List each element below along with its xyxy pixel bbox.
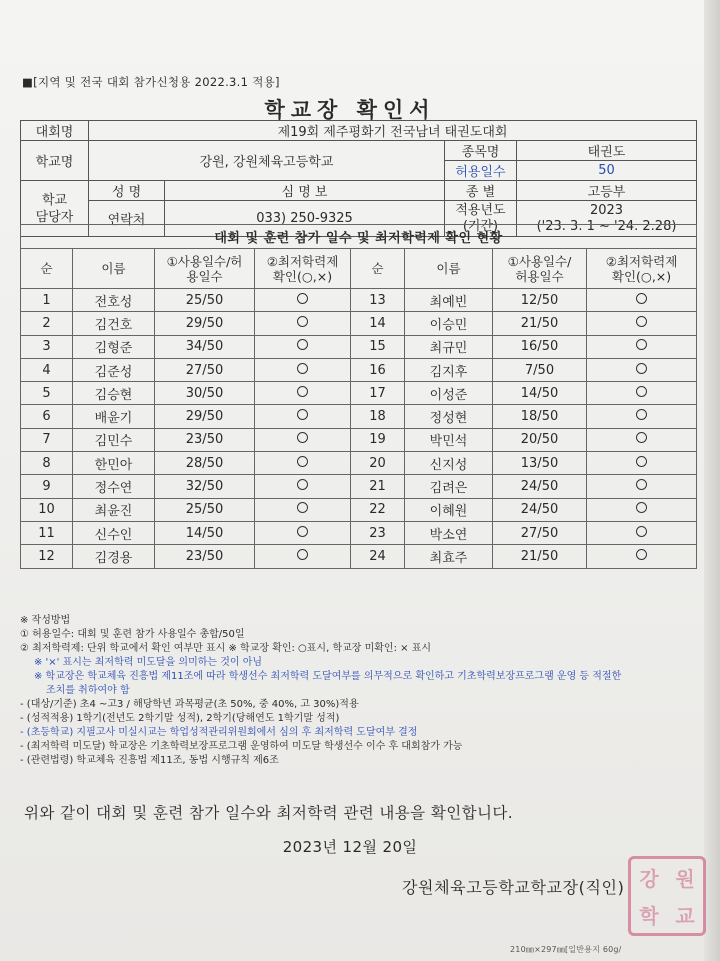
cell-no: 7 [21, 428, 73, 451]
circle-mark-icon [297, 432, 308, 443]
cell-check [255, 405, 351, 428]
instruction-line: ※ '×' 표시는 최저학력 미도달을 의미하는 것이 아님 [34, 657, 263, 668]
allowed-days-label: 허용일수 [445, 161, 517, 181]
form-code: ■[지역 및 전국 대회 참가신청용 2022.3.1 적용] [22, 75, 280, 89]
status-caption: 대회 및 훈련 참가 일수 및 최저학력제 확인 현황 [21, 225, 697, 249]
cell-name: 한민아 [73, 452, 155, 475]
name-value: 심 명 보 [165, 181, 445, 201]
cell-days: 27/50 [493, 521, 587, 544]
circle-mark-icon [636, 479, 647, 490]
circle-mark-icon [297, 549, 308, 560]
circle-mark-icon [636, 456, 647, 467]
cell-no: 14 [351, 312, 405, 335]
cell-name: 김지후 [405, 358, 493, 381]
cell-check [587, 498, 697, 521]
instruction-line: - (대상/기준) 초4 ~고3 / 해당학년 과목평균(초 50%, 중 40%, 고 30%)적용 [20, 699, 359, 710]
circle-mark-icon [297, 526, 308, 537]
paper-edge [704, 0, 720, 961]
cell-days: 7/50 [493, 358, 587, 381]
circle-mark-icon [636, 293, 647, 304]
cell-check [255, 289, 351, 312]
cell-check [587, 312, 697, 335]
circle-mark-icon [636, 316, 647, 327]
cell-check [255, 521, 351, 544]
table-row [21, 382, 697, 405]
header-check-right [587, 249, 697, 289]
cell-no: 21 [351, 475, 405, 498]
cell-no: 11 [21, 521, 73, 544]
header-days-line-1: ①사용일수/허 [166, 253, 243, 269]
cell-check [587, 475, 697, 498]
instructions-heading: ※ 작성방법 [20, 615, 71, 626]
cell-days: 25/50 [155, 498, 255, 521]
cell-days: 34/50 [155, 335, 255, 358]
header-check-right-line-1: ②최저학력제 [605, 253, 678, 269]
cell-no: 6 [21, 405, 73, 428]
cell-no: 8 [21, 452, 73, 475]
header-days-line-2: 용일수 [186, 268, 223, 284]
cell-name: 이혜원 [405, 498, 493, 521]
sport-label: 종목명 [445, 141, 517, 161]
period-year: 2023 [589, 202, 624, 218]
cell-check [255, 358, 351, 381]
school-label: 학교명 [21, 141, 89, 181]
cell-name: 김건호 [73, 312, 155, 335]
cell-name: 박민석 [405, 428, 493, 451]
circle-mark-icon [636, 432, 647, 443]
cell-check [587, 335, 697, 358]
header-check-line-1: ②최저학력제 [266, 253, 339, 269]
cell-days: 30/50 [155, 382, 255, 405]
instruction-line: - (초등학교) 지필고사 미실시교는 학업성적관리위원회에서 심의 후 최저학력 도달여부 결정 [20, 727, 418, 738]
contact-value: 033) 250-9325 [165, 201, 445, 237]
document-title: 학교장 확인서 [264, 98, 436, 122]
cell-no: 23 [351, 521, 405, 544]
cell-no: 20 [351, 452, 405, 475]
category-value: 고등부 [517, 181, 697, 201]
allowed-days-value: 50 [517, 161, 697, 181]
cell-no: 22 [351, 498, 405, 521]
circle-mark-icon [297, 456, 308, 467]
cell-name: 김승현 [73, 382, 155, 405]
circle-mark-icon [297, 339, 308, 350]
cell-no: 9 [21, 475, 73, 498]
cell-name: 김준성 [73, 358, 155, 381]
cell-name: 김경용 [73, 545, 155, 568]
header-check-line-2: 확인(○,×) [272, 268, 333, 284]
cell-no: 10 [21, 498, 73, 521]
period-label-line-2: (기간) [462, 218, 499, 234]
category-label: 종 별 [445, 181, 517, 201]
cell-days: 18/50 [493, 405, 587, 428]
circle-mark-icon [297, 479, 308, 490]
cell-days: 16/50 [493, 335, 587, 358]
cell-check [587, 289, 697, 312]
cell-no: 16 [351, 358, 405, 381]
cell-days: 12/50 [493, 289, 587, 312]
instructions [20, 614, 710, 768]
cell-days: 27/50 [155, 358, 255, 381]
cell-name: 배윤기 [73, 405, 155, 428]
instruction-line: ② 최저학력제: 단위 학교에서 확인 여부만 표시 ※ 학교장 확인: ○표시, 학교장 미확인: × 표시 [20, 643, 432, 654]
instruction-line: - (최저학력 미도달) 학교장은 기초학력보장프로그램 운영하여 미도달 학생선수 이수 후 대회참가 가능 [20, 741, 463, 752]
table-row [21, 289, 697, 312]
cell-name: 김려은 [405, 475, 493, 498]
seal-glyph: 교 [675, 904, 695, 928]
circle-mark-icon [297, 293, 308, 304]
cell-name: 신지성 [405, 452, 493, 475]
cell-check [255, 312, 351, 335]
table-row [21, 545, 697, 568]
cell-no: 18 [351, 405, 405, 428]
cell-check [255, 545, 351, 568]
cell-name: 최규민 [405, 335, 493, 358]
cell-no: 19 [351, 428, 405, 451]
period-range: ('23. 3. 1 ~ '24. 2.28) [536, 218, 677, 234]
cell-days: 14/50 [493, 382, 587, 405]
event-name: 제19회 제주평화기 전국남녀 태권도대회 [89, 121, 697, 141]
circle-mark-icon [636, 386, 647, 397]
circle-mark-icon [297, 386, 308, 397]
circle-mark-icon [297, 316, 308, 327]
cell-no: 5 [21, 382, 73, 405]
cell-name: 최예빈 [405, 289, 493, 312]
header-name: 이름 [73, 249, 155, 289]
cell-name: 최효주 [405, 545, 493, 568]
cell-days: 14/50 [155, 521, 255, 544]
cell-check [587, 405, 697, 428]
circle-mark-icon [636, 502, 647, 513]
cell-days: 21/50 [493, 312, 587, 335]
cell-days: 24/50 [493, 475, 587, 498]
cell-check [587, 452, 697, 475]
paper-size-footer: 210㎜×297㎜[일반용지 60g/ [510, 945, 622, 954]
cell-check [587, 428, 697, 451]
cell-check [587, 521, 697, 544]
circle-mark-icon [636, 526, 647, 537]
cell-check [255, 498, 351, 521]
cell-days: 29/50 [155, 312, 255, 335]
official-seal [628, 856, 706, 936]
cell-no: 3 [21, 335, 73, 358]
cell-no: 2 [21, 312, 73, 335]
cell-no: 12 [21, 545, 73, 568]
cell-no: 4 [21, 358, 73, 381]
cell-days: 21/50 [493, 545, 587, 568]
circle-mark-icon [297, 363, 308, 374]
header-days-right [493, 249, 587, 289]
cell-days: 24/50 [493, 498, 587, 521]
cell-days: 13/50 [493, 452, 587, 475]
circle-mark-icon [297, 502, 308, 513]
header-no: 순 [21, 249, 73, 289]
cell-check [587, 358, 697, 381]
cell-days: 23/50 [155, 545, 255, 568]
sport-value: 태권도 [517, 141, 697, 161]
confirmation-statement: 위와 같이 대회 및 훈련 참가 일수와 최저학력 관련 내용을 확인합니다. [24, 804, 514, 822]
cell-check [587, 382, 697, 405]
header-days [155, 249, 255, 289]
header-name-right: 이름 [405, 249, 493, 289]
instruction-line: 조치를 취하여야 함 [46, 685, 130, 696]
header-no-right: 순 [351, 249, 405, 289]
cell-name: 김민수 [73, 428, 155, 451]
cell-no: 24 [351, 545, 405, 568]
table-row [21, 452, 697, 475]
table-row [21, 335, 697, 358]
cell-check [255, 475, 351, 498]
school-name: 강원, 강원체육고등학교 [89, 141, 445, 181]
circle-mark-icon [636, 363, 647, 374]
cell-days: 23/50 [155, 428, 255, 451]
cell-days: 29/50 [155, 405, 255, 428]
contact-label: 연락처 [89, 201, 165, 237]
cell-check [255, 335, 351, 358]
instruction-line: - (관련법령) 학교체육 진흥법 제11조, 동법 시행규칙 제6조 [20, 755, 279, 766]
cell-name: 최윤진 [73, 498, 155, 521]
cell-no: 1 [21, 289, 73, 312]
principal-signature-line: 강원체육고등학교학교장(직인) [402, 878, 625, 897]
manager-label-line-1: 학교 [41, 192, 68, 208]
table-row [21, 428, 697, 451]
cell-check [587, 545, 697, 568]
table-row [21, 475, 697, 498]
cell-name: 이성준 [405, 382, 493, 405]
cell-days: 28/50 [155, 452, 255, 475]
circle-mark-icon [636, 549, 647, 560]
period-label-line-1: 적용년도 [455, 202, 506, 218]
cell-name: 김형준 [73, 335, 155, 358]
cell-days: 32/50 [155, 475, 255, 498]
cell-no: 17 [351, 382, 405, 405]
cell-days: 25/50 [155, 289, 255, 312]
table-row [21, 405, 697, 428]
cell-no: 15 [351, 335, 405, 358]
seal-glyph: 학 [639, 904, 659, 928]
cell-name: 박소연 [405, 521, 493, 544]
header-check [255, 249, 351, 289]
header-days-right-line-1: ①사용일수/ [507, 253, 572, 269]
cell-check [255, 382, 351, 405]
circle-mark-icon [636, 409, 647, 420]
issue-date: 2023년 12월 20일 [282, 838, 418, 856]
cell-name: 이승민 [405, 312, 493, 335]
cell-check [255, 428, 351, 451]
table-row [21, 521, 697, 544]
event-label: 대회명 [21, 121, 89, 141]
header-days-right-line-2: 허용일수 [515, 268, 564, 284]
table-row [21, 312, 697, 335]
cell-name: 신수인 [73, 521, 155, 544]
cell-name: 전호성 [73, 289, 155, 312]
circle-mark-icon [636, 339, 647, 350]
cell-no: 13 [351, 289, 405, 312]
instruction-line: - (성적적용) 1학기(전년도 2학기말 성적), 2학기(당해연도 1학기말 성적) [20, 713, 340, 724]
instruction-line: ① 허용일수: 대회 및 훈련 참가 사용일수 총합/50일 [20, 629, 245, 640]
status-table [20, 224, 697, 569]
cell-check [255, 452, 351, 475]
circle-mark-icon [297, 409, 308, 420]
instruction-line: ※ 학교장은 학교체육 진흥법 제11조에 따라 학생선수 최저학력 도달여부를 의무적으로 확인하고 기초학력보장프로그램 운영 등 적절한 [34, 671, 622, 682]
seal-glyph: 강 [639, 867, 659, 891]
manager-label-line-2: 담당자 [35, 209, 74, 225]
cell-name: 정수연 [73, 475, 155, 498]
header-check-right-line-2: 확인(○,×) [611, 268, 672, 284]
name-label: 성 명 [89, 181, 165, 201]
table-row [21, 358, 697, 381]
cell-days: 20/50 [493, 428, 587, 451]
cell-name: 정성현 [405, 405, 493, 428]
table-row [21, 498, 697, 521]
info-table [20, 120, 697, 237]
seal-glyph: 원 [675, 867, 695, 891]
